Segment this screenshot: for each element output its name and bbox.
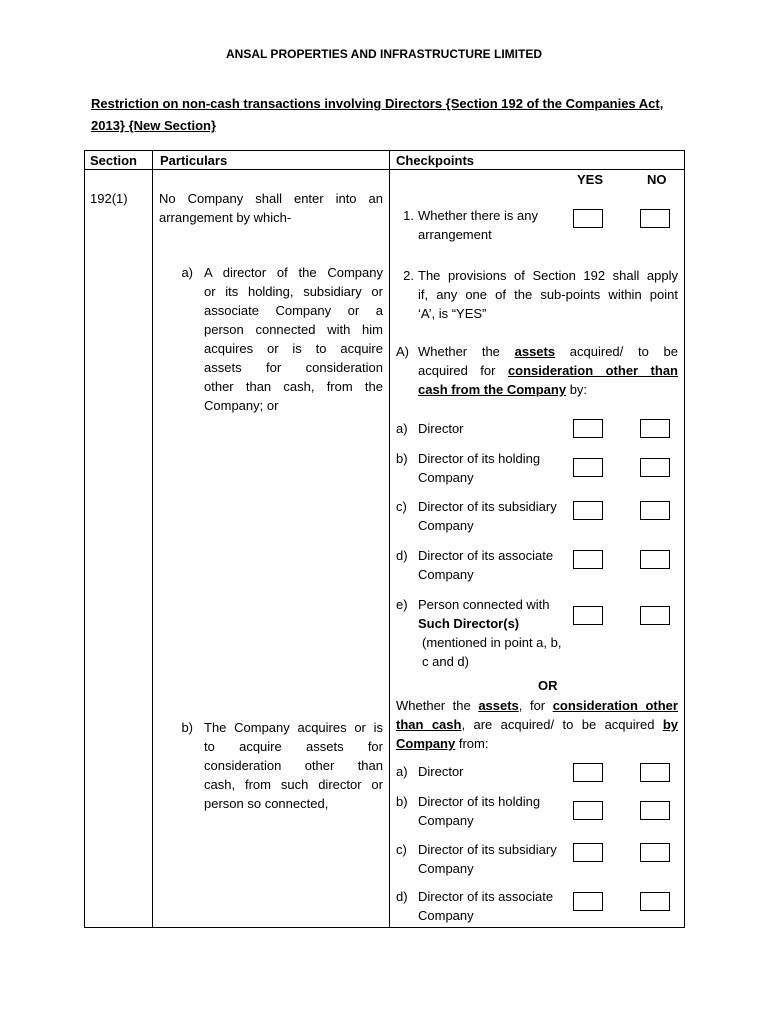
checkpoint-1-marker: 1.	[403, 208, 414, 223]
emphasis-consideration: consideration other than	[507, 363, 679, 378]
emphasis-assets: assets	[514, 344, 556, 359]
particulars-b-line: consideration other than	[204, 758, 383, 773]
option-e-no-checkbox[interactable]	[640, 606, 670, 625]
section-number: 192(1)	[90, 191, 128, 206]
option-b-line: Company	[418, 470, 474, 485]
emphasis-assets: assets	[478, 698, 519, 713]
text-run: Whether the	[396, 698, 479, 713]
particulars-a-line: or its holding, subsidiary or	[204, 284, 383, 299]
option-c-line: Director of its subsidiary	[418, 499, 557, 514]
particulars-a-text	[204, 263, 383, 415]
checkpoint-B-line	[396, 715, 678, 734]
text-run: acquired for	[418, 363, 508, 378]
text-run: by:	[566, 382, 588, 397]
text-run: from:	[455, 736, 489, 751]
option2-c-marker: c)	[396, 842, 407, 857]
option2-b-no-checkbox[interactable]	[640, 801, 670, 820]
checkpoint-1-line: Whether there is any	[418, 208, 538, 223]
option-a-yes-checkbox[interactable]	[573, 419, 603, 438]
option-e-line: c and d)	[422, 654, 469, 669]
document-title: ANSAL PROPERTIES AND INFRASTRUCTURE LIMITED	[225, 47, 542, 61]
checkpoint-2-line: The provisions of Section 192 shall apply	[418, 268, 678, 283]
option2-d-line: Company	[418, 908, 474, 923]
option2-c-line: Company	[418, 861, 474, 876]
particulars-intro-line: No Company shall enter into an	[159, 191, 383, 206]
particulars-a-line: associate Company or a	[204, 303, 383, 318]
column-divider-2	[389, 150, 390, 928]
emphasis-than-cash: than cash	[396, 717, 462, 732]
particulars-a-line: other than cash, from the	[204, 379, 383, 394]
particulars-a-line: A director of the Company	[204, 265, 383, 280]
option-e-line: (mentioned in point a, b,	[422, 635, 562, 650]
text-run: acquired/ to be	[555, 344, 678, 359]
option-a-label: Director	[418, 421, 464, 436]
checkpoint-A-line	[418, 361, 678, 380]
checkpoint-1-text	[418, 206, 568, 244]
option-c-line: Company	[418, 518, 474, 533]
particulars-a-line: Company; or	[204, 398, 279, 413]
section-heading-line1: Restriction on non-cash transactions involving Directors {Section 192 of the Companies Act,	[91, 96, 664, 111]
option2-a-yes-checkbox[interactable]	[573, 763, 603, 782]
checkpoint-2-line: if, any one of the sub-points within point	[418, 287, 678, 302]
option-a-no-checkbox[interactable]	[640, 419, 670, 438]
checkpoint-1-no-checkbox[interactable]	[640, 209, 670, 228]
particulars-a-marker: a)	[181, 265, 193, 280]
option-d-marker: d)	[396, 548, 408, 563]
checkpoint-B-text	[396, 696, 678, 753]
option2-b-marker: b)	[396, 794, 408, 809]
particulars-intro	[159, 189, 383, 227]
option-a-marker: a)	[396, 421, 408, 436]
emphasis-cash-from-company: cash from the Company	[418, 382, 567, 397]
option2-c-yes-checkbox[interactable]	[573, 843, 603, 862]
checkpoint-2-line: ‘A’, is “YES”	[418, 306, 487, 321]
particulars-intro-line: arrangement by which-	[159, 210, 292, 225]
option-b-marker: b)	[396, 451, 408, 466]
checkpoint-A-line	[418, 342, 678, 361]
option2-d-line: Director of its associate	[418, 889, 554, 904]
option2-c-line: Director of its subsidiary	[418, 842, 557, 857]
particulars-a-line: acquires or is to acquire	[204, 341, 383, 356]
option2-a-label: Director	[418, 764, 464, 779]
particulars-b-line: cash, from such director or	[204, 777, 383, 792]
emphasis-by: by	[662, 717, 678, 732]
option2-d-no-checkbox[interactable]	[640, 892, 670, 911]
or-separator: OR	[538, 678, 558, 693]
no-column-label: NO	[647, 172, 667, 187]
checkpoint-B-line	[396, 696, 678, 715]
option2-a-marker: a)	[396, 764, 408, 779]
checkpoint-2-marker: 2.	[403, 268, 414, 283]
particulars-b-marker: b)	[181, 720, 193, 735]
option2-a-no-checkbox[interactable]	[640, 763, 670, 782]
text-run: , for	[518, 698, 553, 713]
option2-b-line: Director of its holding	[418, 794, 541, 809]
checkpoint-1-yes-checkbox[interactable]	[573, 209, 603, 228]
option2-d-marker: d)	[396, 889, 408, 904]
checkpoint-B-line	[396, 734, 678, 753]
particulars-a-line: assets for consideration	[204, 360, 383, 375]
option2-c-no-checkbox[interactable]	[640, 843, 670, 862]
option-b-line: Director of its holding	[418, 451, 541, 466]
header-checkpoints: Checkpoints	[396, 153, 475, 168]
checkpoint-1-line: arrangement	[418, 227, 492, 242]
option2-b-yes-checkbox[interactable]	[573, 801, 603, 820]
option-d-label	[418, 546, 553, 584]
text-run: , are acquired/ to be acquired	[461, 717, 663, 732]
option-c-yes-checkbox[interactable]	[573, 501, 603, 520]
option-c-no-checkbox[interactable]	[640, 501, 670, 520]
emphasis-company: Company	[396, 736, 456, 751]
option-b-label	[418, 449, 540, 487]
header-particulars: Particulars	[160, 153, 228, 168]
option-e-marker: e)	[396, 597, 408, 612]
option-e-line: Person connected with	[418, 597, 550, 612]
option-c-label	[418, 497, 557, 535]
option2-d-label	[418, 887, 553, 925]
emphasis-consideration: consideration other	[552, 698, 678, 713]
text-run: Whether the	[418, 344, 515, 359]
checkpoint-A-marker: A)	[396, 344, 409, 359]
option-d-yes-checkbox[interactable]	[573, 550, 603, 569]
option-c-marker: c)	[396, 499, 407, 514]
option2-d-yes-checkbox[interactable]	[573, 892, 603, 911]
header-section: Section	[90, 153, 137, 168]
option-b-no-checkbox[interactable]	[640, 458, 670, 477]
particulars-b-line: to acquire assets for	[204, 739, 383, 754]
option-d-no-checkbox[interactable]	[640, 550, 670, 569]
section-heading-line2: 2013} {New Section}	[91, 118, 217, 133]
option-e-label	[418, 595, 561, 671]
option2-b-label	[418, 792, 540, 830]
option-e-yes-checkbox[interactable]	[573, 606, 603, 625]
column-divider-1	[152, 150, 153, 928]
checkpoint-A-text	[418, 342, 678, 399]
yes-column-label: YES	[577, 172, 604, 187]
option-b-yes-checkbox[interactable]	[573, 458, 603, 477]
option-d-line: Director of its associate	[418, 548, 554, 563]
option-e-line: Such Director(s)	[418, 616, 520, 631]
checkpoint-A-line	[418, 380, 678, 399]
option2-c-label	[418, 840, 557, 878]
particulars-b-line: The Company acquires or is	[204, 720, 383, 735]
option-d-line: Company	[418, 567, 474, 582]
particulars-b-text	[204, 718, 383, 813]
checkpoint-2-text	[418, 266, 678, 323]
option2-b-line: Company	[418, 813, 474, 828]
particulars-b-line: person so connected,	[204, 796, 329, 811]
particulars-a-line: person connected with him	[204, 322, 383, 337]
